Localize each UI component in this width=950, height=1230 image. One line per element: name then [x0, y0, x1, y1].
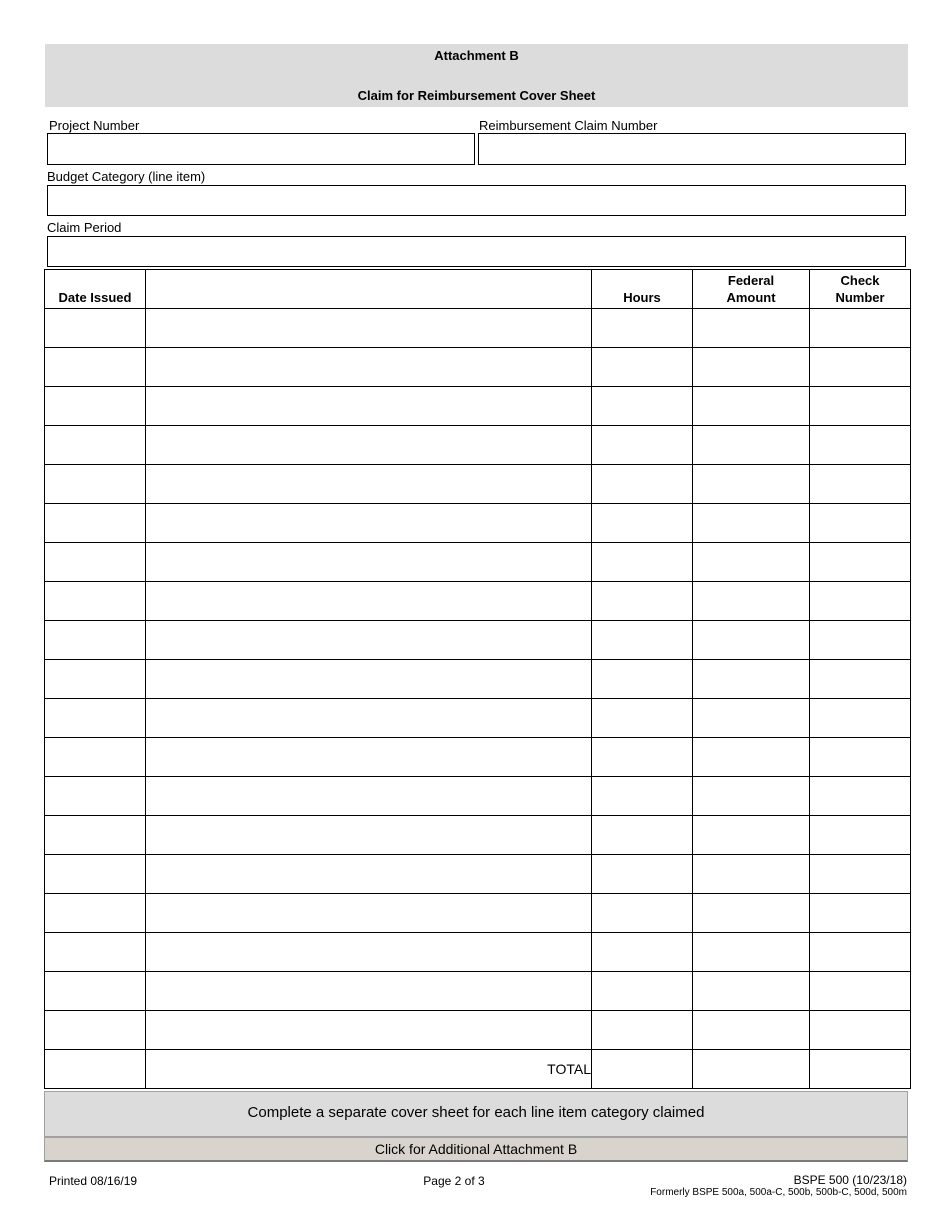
- cell-hours[interactable]: [592, 894, 693, 933]
- cell-hours[interactable]: [592, 309, 693, 348]
- cell-description[interactable]: [146, 504, 592, 543]
- instruction-note: Complete a separate cover sheet for each line item category claimed: [44, 1091, 908, 1137]
- cell-federal-amount[interactable]: [693, 543, 810, 582]
- cell-description[interactable]: [146, 972, 592, 1011]
- cell-hours[interactable]: [592, 933, 693, 972]
- cell-date-issued[interactable]: [45, 1011, 146, 1050]
- printed-date: Printed 08/16/19: [49, 1174, 138, 1188]
- cell-federal-amount[interactable]: [693, 504, 810, 543]
- cell-description[interactable]: [146, 465, 592, 504]
- cell-check-number[interactable]: [810, 972, 911, 1011]
- cell-check-number[interactable]: [810, 543, 911, 582]
- table-row: [45, 933, 911, 972]
- cell-description[interactable]: [146, 1011, 592, 1050]
- cell-federal-amount[interactable]: [693, 309, 810, 348]
- total-federal-amount[interactable]: [693, 1050, 810, 1089]
- claim-number-field[interactable]: [478, 133, 906, 165]
- cell-description[interactable]: [146, 660, 592, 699]
- table-row: [45, 738, 911, 777]
- cell-description[interactable]: [146, 348, 592, 387]
- cell-federal-amount[interactable]: [693, 387, 810, 426]
- cell-date-issued[interactable]: [45, 309, 146, 348]
- cell-date-issued[interactable]: [45, 816, 146, 855]
- cell-federal-amount[interactable]: [693, 660, 810, 699]
- table-row: [45, 465, 911, 504]
- cell-check-number[interactable]: [810, 699, 911, 738]
- cell-date-issued[interactable]: [45, 504, 146, 543]
- cell-federal-amount[interactable]: [693, 855, 810, 894]
- table-header-row: [45, 270, 911, 309]
- cell-federal-amount[interactable]: [693, 699, 810, 738]
- cell-description[interactable]: [146, 933, 592, 972]
- cell-date-issued[interactable]: [45, 348, 146, 387]
- cell-hours[interactable]: [592, 1011, 693, 1050]
- cell-check-number[interactable]: [810, 387, 911, 426]
- col-date-issued: Date Issued: [45, 270, 146, 309]
- cell-check-number[interactable]: [810, 660, 911, 699]
- cell-federal-amount[interactable]: [693, 465, 810, 504]
- cell-hours[interactable]: [592, 348, 693, 387]
- cell-check-number[interactable]: [810, 738, 911, 777]
- total-hours[interactable]: [592, 1050, 693, 1089]
- cell-hours[interactable]: [592, 582, 693, 621]
- table-row: [45, 387, 911, 426]
- cell-description[interactable]: [146, 309, 592, 348]
- table-row: [45, 972, 911, 1011]
- cell-check-number[interactable]: [810, 621, 911, 660]
- cell-date-issued[interactable]: [45, 699, 146, 738]
- cell-date-issued[interactable]: [45, 738, 146, 777]
- cell-federal-amount[interactable]: [693, 582, 810, 621]
- cell-date-issued[interactable]: [45, 777, 146, 816]
- cell-hours[interactable]: [592, 738, 693, 777]
- table-row: [45, 894, 911, 933]
- total-check-number[interactable]: [810, 1050, 911, 1089]
- cell-federal-amount[interactable]: [693, 972, 810, 1011]
- table-row: [45, 504, 911, 543]
- cell-hours[interactable]: [592, 660, 693, 699]
- total-row: [45, 1050, 911, 1089]
- cell-hours[interactable]: [592, 465, 693, 504]
- project-number-field[interactable]: [47, 133, 475, 165]
- cell-description[interactable]: [146, 816, 592, 855]
- cell-hours[interactable]: [592, 387, 693, 426]
- cell-federal-amount[interactable]: [693, 894, 810, 933]
- cell-date-issued[interactable]: [45, 426, 146, 465]
- cell-check-number[interactable]: [810, 816, 911, 855]
- cell-check-number[interactable]: [810, 933, 911, 972]
- claim-period-field[interactable]: [47, 236, 906, 267]
- cell-hours[interactable]: [592, 699, 693, 738]
- cell-check-number[interactable]: [810, 855, 911, 894]
- table-row: [45, 699, 911, 738]
- cell-check-number[interactable]: [810, 894, 911, 933]
- form-id: BSPE 500 (10/23/18): [793, 1173, 907, 1187]
- cell-federal-amount[interactable]: [693, 426, 810, 465]
- form-title: Attachment B: [434, 48, 519, 63]
- table-row: [45, 777, 911, 816]
- additional-attachment-button[interactable]: Click for Additional Attachment B: [44, 1137, 908, 1162]
- cell-date-issued[interactable]: [45, 621, 146, 660]
- table-row: [45, 426, 911, 465]
- cell-hours[interactable]: [592, 855, 693, 894]
- cell-description[interactable]: [146, 855, 592, 894]
- cell-date-issued[interactable]: [45, 543, 146, 582]
- cell-hours[interactable]: [592, 621, 693, 660]
- claims-table: [44, 269, 911, 1089]
- cell-date-issued[interactable]: [45, 972, 146, 1011]
- cell-description[interactable]: [146, 894, 592, 933]
- cell-federal-amount[interactable]: [693, 1011, 810, 1050]
- total-label: TOTAL: [146, 1050, 592, 1089]
- col-check-number: [810, 270, 911, 309]
- cell-date-issued[interactable]: [45, 933, 146, 972]
- project-number-label: Project Number: [49, 118, 140, 133]
- col-check-number-label: Check Number: [835, 273, 885, 305]
- budget-category-field[interactable]: [47, 185, 906, 216]
- cell-federal-amount[interactable]: [693, 816, 810, 855]
- cell-description[interactable]: [146, 777, 592, 816]
- cell-description[interactable]: [146, 699, 592, 738]
- table-row: [45, 660, 911, 699]
- cell-description[interactable]: [146, 543, 592, 582]
- cell-hours[interactable]: [592, 504, 693, 543]
- table-row: [45, 855, 911, 894]
- cell-check-number[interactable]: [810, 777, 911, 816]
- cell-hours[interactable]: [592, 816, 693, 855]
- cell-description[interactable]: [146, 426, 592, 465]
- col-federal-amount-label: Federal Amount: [726, 273, 776, 305]
- form-header: [45, 44, 908, 107]
- cell-federal-amount[interactable]: [693, 933, 810, 972]
- col-description: [146, 270, 592, 309]
- table-row: [45, 309, 911, 348]
- cell-federal-amount[interactable]: [693, 348, 810, 387]
- form-subtitle: Claim for Reimbursement Cover Sheet: [357, 88, 596, 103]
- cell-date-issued[interactable]: [45, 894, 146, 933]
- cell-check-number[interactable]: [810, 582, 911, 621]
- cell-check-number[interactable]: [810, 426, 911, 465]
- table-row: [45, 348, 911, 387]
- cell-date-issued[interactable]: [45, 855, 146, 894]
- formerly-note: Formerly BSPE 500a, 500a-C, 500b, 500b-C, 500d, 500m: [650, 1187, 907, 1198]
- cell-hours[interactable]: [592, 426, 693, 465]
- table-row: [45, 621, 911, 660]
- cell-federal-amount[interactable]: [693, 621, 810, 660]
- claim-period-label: Claim Period: [47, 220, 122, 235]
- cell-hours[interactable]: [592, 543, 693, 582]
- cell-date-issued[interactable]: [45, 387, 146, 426]
- cell-description[interactable]: [146, 387, 592, 426]
- cell-check-number[interactable]: [810, 504, 911, 543]
- cell-description[interactable]: [146, 621, 592, 660]
- cell-description[interactable]: [146, 582, 592, 621]
- total-row-date: [45, 1050, 146, 1089]
- col-hours: Hours: [592, 270, 693, 309]
- cell-date-issued[interactable]: [45, 582, 146, 621]
- cell-check-number[interactable]: [810, 309, 911, 348]
- col-federal-amount: [693, 270, 810, 309]
- table-row: [45, 1011, 911, 1050]
- cell-federal-amount[interactable]: [693, 738, 810, 777]
- table-row: [45, 543, 911, 582]
- cell-description[interactable]: [146, 738, 592, 777]
- table-row: [45, 582, 911, 621]
- cell-check-number[interactable]: [810, 1011, 911, 1050]
- cell-hours[interactable]: [592, 972, 693, 1011]
- page-number: Page 2 of 3: [423, 1174, 485, 1188]
- table-row: [45, 816, 911, 855]
- cell-hours[interactable]: [592, 777, 693, 816]
- cell-date-issued[interactable]: [45, 660, 146, 699]
- cell-date-issued[interactable]: [45, 465, 146, 504]
- budget-category-label: Budget Category (line item): [47, 169, 206, 184]
- claim-number-label: Reimbursement Claim Number: [479, 118, 658, 133]
- cell-federal-amount[interactable]: [693, 777, 810, 816]
- cell-check-number[interactable]: [810, 348, 911, 387]
- cell-check-number[interactable]: [810, 465, 911, 504]
